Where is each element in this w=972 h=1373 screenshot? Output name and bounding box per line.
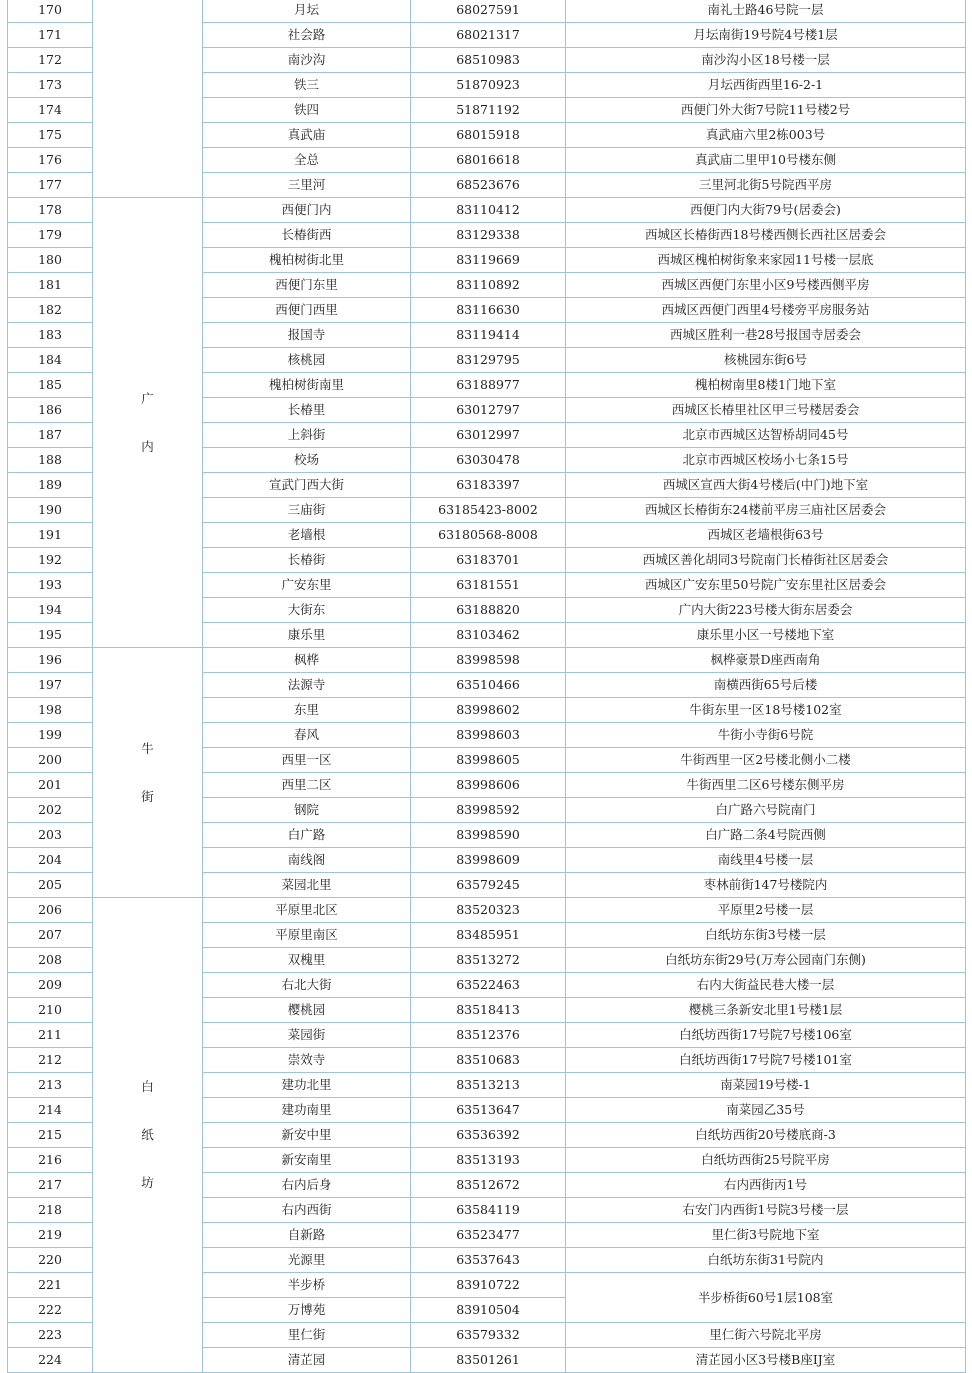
community-name: 西里二区 (203, 773, 411, 798)
phone-number: 83998605 (411, 748, 566, 773)
row-number: 188 (8, 448, 93, 473)
community-name: 右北大街 (203, 973, 411, 998)
address: 广内大街223号楼大街东居委会 (566, 598, 966, 623)
community-name: 社会路 (203, 23, 411, 48)
row-number: 170 (8, 0, 93, 23)
community-name: 万博苑 (203, 1298, 411, 1323)
row-number: 180 (8, 248, 93, 273)
phone-number: 63188820 (411, 598, 566, 623)
row-number: 184 (8, 348, 93, 373)
community-name: 新安南里 (203, 1148, 411, 1173)
address: 枫桦豪景D座西南角 (566, 648, 966, 673)
address: 真武庙二里甲10号楼东侧 (566, 148, 966, 173)
phone-number: 83129795 (411, 348, 566, 373)
address: 南线里4号楼一层 (566, 848, 966, 873)
table-row (8, 648, 966, 673)
address: 牛街西里一区2号楼北侧小二楼 (566, 748, 966, 773)
community-name: 三庙街 (203, 498, 411, 523)
address: 右安门内西街1号院3号楼一层 (566, 1198, 966, 1223)
community-name: 广安东里 (203, 573, 411, 598)
address: 西城区长椿里社区甲三号楼居委会 (566, 398, 966, 423)
address: 白纸坊西街17号院7号楼101室 (566, 1048, 966, 1073)
street-cell-guangnei (93, 198, 203, 648)
row-number: 187 (8, 423, 93, 448)
address: 核桃园东街6号 (566, 348, 966, 373)
address: 西城区西便门东里小区9号楼西侧平房 (566, 273, 966, 298)
row-number: 179 (8, 223, 93, 248)
row-number: 220 (8, 1248, 93, 1273)
phone-number: 63523477 (411, 1223, 566, 1248)
phone-number: 68016618 (411, 148, 566, 173)
phone-number: 83510683 (411, 1048, 566, 1073)
row-number: 198 (8, 698, 93, 723)
phone-number: 83998609 (411, 848, 566, 873)
row-number: 219 (8, 1223, 93, 1248)
address: 白纸坊东街3号楼一层 (566, 923, 966, 948)
row-number: 177 (8, 173, 93, 198)
phone-number: 68021317 (411, 23, 566, 48)
row-number: 197 (8, 673, 93, 698)
row-number: 216 (8, 1148, 93, 1173)
community-name: 校场 (203, 448, 411, 473)
phone-number: 83998602 (411, 698, 566, 723)
community-name: 长椿里 (203, 398, 411, 423)
community-name: 樱桃园 (203, 998, 411, 1023)
community-name: 右内后身 (203, 1173, 411, 1198)
row-number: 207 (8, 923, 93, 948)
address: 清芷园小区3号楼B座IJ室 (566, 1348, 966, 1373)
address: 里仁街3号院地下室 (566, 1223, 966, 1248)
community-name: 全总 (203, 148, 411, 173)
community-name: 宣武门西大街 (203, 473, 411, 498)
address: 枣林前街147号楼院内 (566, 873, 966, 898)
row-number: 194 (8, 598, 93, 623)
community-name: 上斜街 (203, 423, 411, 448)
address: 白纸坊西街17号院7号楼106室 (566, 1023, 966, 1048)
row-number: 209 (8, 973, 93, 998)
phone-number: 83110892 (411, 273, 566, 298)
community-name: 里仁街 (203, 1323, 411, 1348)
street-cell (93, 0, 203, 198)
row-number: 221 (8, 1273, 93, 1298)
community-name: 双槐里 (203, 948, 411, 973)
row-number: 202 (8, 798, 93, 823)
address: 西便门内大街79号(居委会) (566, 198, 966, 223)
row-number: 185 (8, 373, 93, 398)
row-number: 217 (8, 1173, 93, 1198)
community-name: 建功北里 (203, 1073, 411, 1098)
address: 南礼士路46号院一层 (566, 0, 966, 23)
community-name: 清芷园 (203, 1348, 411, 1373)
phone-number: 83910504 (411, 1298, 566, 1323)
community-name: 春风 (203, 723, 411, 748)
phone-number: 68523676 (411, 173, 566, 198)
phone-number: 83998606 (411, 773, 566, 798)
community-name: 西便门东里 (203, 273, 411, 298)
table-row (8, 898, 966, 923)
row-number: 205 (8, 873, 93, 898)
phone-number: 83513213 (411, 1073, 566, 1098)
community-name: 铁三 (203, 73, 411, 98)
street-char: 纸 (141, 1127, 154, 1142)
phone-number: 83485951 (411, 923, 566, 948)
row-number: 222 (8, 1298, 93, 1323)
community-name: 报国寺 (203, 323, 411, 348)
phone-number: 83513193 (411, 1148, 566, 1173)
community-name: 建功南里 (203, 1098, 411, 1123)
community-name: 光源里 (203, 1248, 411, 1273)
row-number: 183 (8, 323, 93, 348)
phone-number: 83119414 (411, 323, 566, 348)
row-number: 223 (8, 1323, 93, 1348)
phone-number: 63185423-8002 (411, 498, 566, 523)
street-char: 牛 (141, 740, 154, 756)
address: 南菜园19号楼-1 (566, 1073, 966, 1098)
row-number: 192 (8, 548, 93, 573)
phone-number: 83998603 (411, 723, 566, 748)
row-number: 211 (8, 1023, 93, 1048)
community-name: 南沙沟 (203, 48, 411, 73)
address: 槐柏树南里8楼1门地下室 (566, 373, 966, 398)
row-number: 224 (8, 1348, 93, 1373)
phone-number: 63183397 (411, 473, 566, 498)
row-number: 195 (8, 623, 93, 648)
table-row (8, 0, 966, 23)
phone-number: 83998592 (411, 798, 566, 823)
address: 牛街东里一区18号楼102室 (566, 698, 966, 723)
row-number: 172 (8, 48, 93, 73)
community-name: 老墙根 (203, 523, 411, 548)
address: 月坛西街西里16-2-1 (566, 73, 966, 98)
row-number: 175 (8, 123, 93, 148)
phone-number: 63012997 (411, 423, 566, 448)
row-number: 210 (8, 998, 93, 1023)
community-name: 长椿街西 (203, 223, 411, 248)
table-row (8, 198, 966, 223)
phone-number: 63012797 (411, 398, 566, 423)
address: 西城区槐柏树街象来家园11号楼一层底 (566, 248, 966, 273)
phone-number: 63584119 (411, 1198, 566, 1223)
phone-number: 83520323 (411, 898, 566, 923)
community-name: 崇效寺 (203, 1048, 411, 1073)
community-name: 菜园街 (203, 1023, 411, 1048)
phone-number: 83110412 (411, 198, 566, 223)
row-number: 191 (8, 523, 93, 548)
address: 西城区老墙根街63号 (566, 523, 966, 548)
street-char: 白 (141, 1079, 154, 1094)
phone-number: 68015918 (411, 123, 566, 148)
row-number: 208 (8, 948, 93, 973)
community-name: 真武庙 (203, 123, 411, 148)
address: 西城区西便门西里4号楼旁平房服务站 (566, 298, 966, 323)
community-name: 白广路 (203, 823, 411, 848)
row-number: 186 (8, 398, 93, 423)
row-number: 176 (8, 148, 93, 173)
phone-number: 83129338 (411, 223, 566, 248)
address: 南菜园乙35号 (566, 1098, 966, 1123)
address: 月坛南街19号院4号楼1层 (566, 23, 966, 48)
phone-number: 83518413 (411, 998, 566, 1023)
address: 半步桥街60号1层108室 (566, 1273, 966, 1323)
phone-number: 83512672 (411, 1173, 566, 1198)
row-number: 215 (8, 1123, 93, 1148)
row-number: 193 (8, 573, 93, 598)
phone-number: 63030478 (411, 448, 566, 473)
row-number: 203 (8, 823, 93, 848)
community-name: 平原里北区 (203, 898, 411, 923)
address: 樱桃三条新安北里1号楼1层 (566, 998, 966, 1023)
phone-number: 83512376 (411, 1023, 566, 1048)
phone-number: 83998590 (411, 823, 566, 848)
row-number: 171 (8, 23, 93, 48)
community-name: 法源寺 (203, 673, 411, 698)
row-number: 189 (8, 473, 93, 498)
phone-number: 63537643 (411, 1248, 566, 1273)
community-name: 月坛 (203, 0, 411, 23)
phone-number: 63522463 (411, 973, 566, 998)
address: 西城区宣西大街4号楼后(中门)地下室 (566, 473, 966, 498)
community-name: 菜园北里 (203, 873, 411, 898)
row-number: 204 (8, 848, 93, 873)
row-number: 173 (8, 73, 93, 98)
row-number: 206 (8, 898, 93, 923)
address: 西城区长椿街东24楼前平房三庙社区居委会 (566, 498, 966, 523)
row-number: 196 (8, 648, 93, 673)
community-name: 新安中里 (203, 1123, 411, 1148)
phone-number: 51870923 (411, 73, 566, 98)
address: 平原里2号楼一层 (566, 898, 966, 923)
address: 右内西街丙1号 (566, 1173, 966, 1198)
phone-number: 68510983 (411, 48, 566, 73)
street-char: 坊 (141, 1175, 154, 1190)
community-name: 平原里南区 (203, 923, 411, 948)
community-name: 西里一区 (203, 748, 411, 773)
address: 白纸坊东街31号院内 (566, 1248, 966, 1273)
phone-number: 83513272 (411, 948, 566, 973)
address: 西城区善化胡同3号院南门长椿街社区居委会 (566, 548, 966, 573)
community-name: 自新路 (203, 1223, 411, 1248)
row-number: 174 (8, 98, 93, 123)
community-name: 东里 (203, 698, 411, 723)
address: 北京市西城区达智桥胡同45号 (566, 423, 966, 448)
address: 里仁街六号院北平房 (566, 1323, 966, 1348)
row-number: 178 (8, 198, 93, 223)
address: 南沙沟小区18号楼一层 (566, 48, 966, 73)
community-name: 长椿街 (203, 548, 411, 573)
row-number: 182 (8, 298, 93, 323)
address: 右内大街益民巷大楼一层 (566, 973, 966, 998)
street-char: 内 (141, 438, 154, 454)
community-name: 槐柏树街南里 (203, 373, 411, 398)
address: 西城区广安东里50号院广安东里社区居委会 (566, 573, 966, 598)
community-name: 右内西街 (203, 1198, 411, 1223)
address: 白广路二条4号院西侧 (566, 823, 966, 848)
address: 白广路六号院南门 (566, 798, 966, 823)
community-name: 核桃园 (203, 348, 411, 373)
phone-number: 83119669 (411, 248, 566, 273)
address: 南横西街65号后楼 (566, 673, 966, 698)
community-name: 三里河 (203, 173, 411, 198)
address: 西城区胜利一巷28号报国寺居委会 (566, 323, 966, 348)
address: 西城区长椿街西18号楼西侧长西社区居委会 (566, 223, 966, 248)
row-number: 218 (8, 1198, 93, 1223)
phone-number: 63510466 (411, 673, 566, 698)
phone-number: 63579332 (411, 1323, 566, 1348)
phone-number: 63188977 (411, 373, 566, 398)
row-number: 181 (8, 273, 93, 298)
phone-number: 68027591 (411, 0, 566, 23)
address: 真武庙六里2栋003号 (566, 123, 966, 148)
community-name: 枫桦 (203, 648, 411, 673)
phone-number: 63183701 (411, 548, 566, 573)
phone-number: 63579245 (411, 873, 566, 898)
phone-number: 51871192 (411, 98, 566, 123)
address: 牛街西里二区6号楼东侧平房 (566, 773, 966, 798)
phone-number: 83103462 (411, 623, 566, 648)
community-name: 康乐里 (203, 623, 411, 648)
phone-number: 63536392 (411, 1123, 566, 1148)
phone-number: 63180568-8008 (411, 523, 566, 548)
community-table (7, 0, 966, 1373)
row-number: 213 (8, 1073, 93, 1098)
address: 三里河北街5号院西平房 (566, 173, 966, 198)
phone-number: 83910722 (411, 1273, 566, 1298)
phone-number: 63181551 (411, 573, 566, 598)
address: 西便门外大街7号院11号楼2号 (566, 98, 966, 123)
community-name: 大街东 (203, 598, 411, 623)
address: 北京市西城区校场小七条15号 (566, 448, 966, 473)
street-char: 广 (141, 390, 154, 406)
row-number: 200 (8, 748, 93, 773)
address: 牛街小寺街6号院 (566, 723, 966, 748)
address: 康乐里小区一号楼地下室 (566, 623, 966, 648)
row-number: 212 (8, 1048, 93, 1073)
community-name: 西便门西里 (203, 298, 411, 323)
phone-number: 63513647 (411, 1098, 566, 1123)
street-cell-niujie (93, 648, 203, 898)
address: 白纸坊东街29号(万寿公园南门东侧) (566, 948, 966, 973)
row-number: 199 (8, 723, 93, 748)
phone-number: 83501261 (411, 1348, 566, 1373)
community-name: 西便门内 (203, 198, 411, 223)
row-number: 201 (8, 773, 93, 798)
community-name: 铁四 (203, 98, 411, 123)
row-number: 190 (8, 498, 93, 523)
street-cell-baizhifang (93, 898, 203, 1373)
address: 白纸坊西街25号院平房 (566, 1148, 966, 1173)
community-name: 钢院 (203, 798, 411, 823)
community-name: 半步桥 (203, 1273, 411, 1298)
phone-number: 83116630 (411, 298, 566, 323)
community-name: 槐柏树街北里 (203, 248, 411, 273)
street-char: 街 (141, 788, 154, 804)
phone-number: 83998598 (411, 648, 566, 673)
row-number: 214 (8, 1098, 93, 1123)
community-name: 南线阁 (203, 848, 411, 873)
address: 白纸坊西街20号楼底商-3 (566, 1123, 966, 1148)
